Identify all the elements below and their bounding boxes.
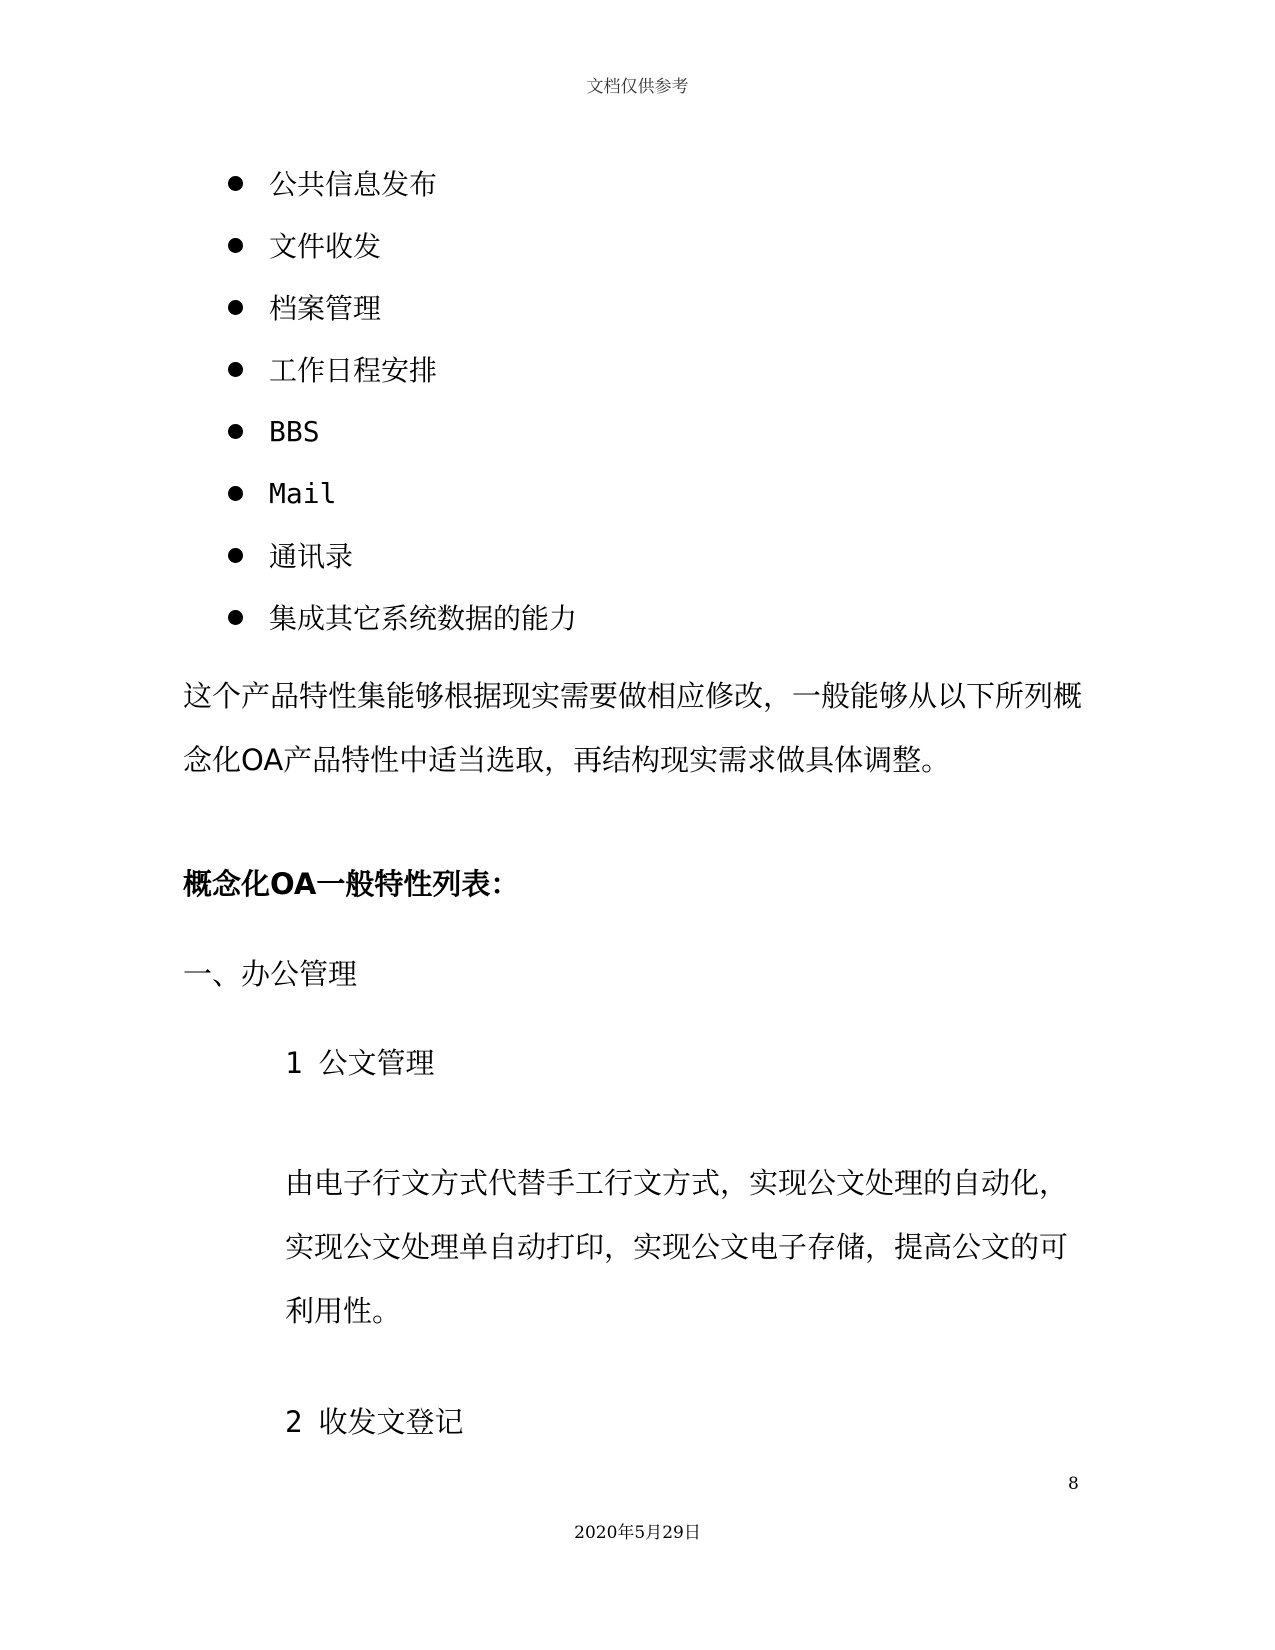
list-item [228, 524, 577, 586]
list-item-label: 工作日程安排 [269, 354, 438, 387]
subsection-label: 公文管理 [318, 1046, 435, 1080]
bullet-icon [228, 486, 243, 501]
subsection-number: 2 [285, 1405, 303, 1439]
list-item [228, 400, 577, 462]
bullet-icon [228, 548, 243, 563]
feature-list-heading: 概念化OA一般特性列表： [183, 867, 520, 901]
list-item-label: 集成其它系统数据的能力 [269, 602, 578, 635]
feature-bullet-list [228, 152, 577, 648]
list-item [228, 214, 577, 276]
list-item [228, 586, 577, 648]
list-item-label: 公共信息发布 [269, 168, 438, 201]
list-item-label: 通讯录 [269, 540, 354, 573]
bullet-icon [228, 176, 243, 191]
list-item [228, 338, 577, 400]
page-header: 文档仅供参考 [586, 77, 689, 97]
list-item-label: 文件收发 [269, 230, 382, 263]
intro-paragraph: 这个产品特性集能够根据现实需要做相应修改，一般能够从以下所列概念化OA产品特性中适当选取，再结构现实需求做具体调整。 [183, 679, 1083, 777]
list-item [228, 462, 577, 524]
list-item-label: BBS [269, 414, 320, 448]
list-item-label: 档案管理 [269, 292, 382, 325]
subsection-number: 1 [285, 1046, 303, 1080]
page-footer-date: 2020年5月29日 [574, 1523, 701, 1543]
subsection-title [285, 1041, 434, 1082]
section-title: 一、办公管理 [183, 957, 358, 991]
list-item [228, 276, 577, 338]
subsection-title [285, 1400, 463, 1441]
list-item-label: Mail [269, 476, 337, 510]
page-number: 8 [1068, 1474, 1079, 1494]
list-item [228, 152, 577, 214]
bullet-icon [228, 238, 243, 253]
bullet-icon [228, 424, 243, 439]
subsection-label: 收发文登记 [318, 1405, 464, 1439]
bullet-icon [228, 300, 243, 315]
subsection-paragraph: 由电子行文方式代替手工行文方式，实现公文处理的自动化，实现公文处理单自动打印，实现公文电子存储，提高公文的可利用性。 [285, 1166, 1069, 1328]
bullet-icon [228, 362, 243, 377]
bullet-icon [228, 610, 243, 625]
